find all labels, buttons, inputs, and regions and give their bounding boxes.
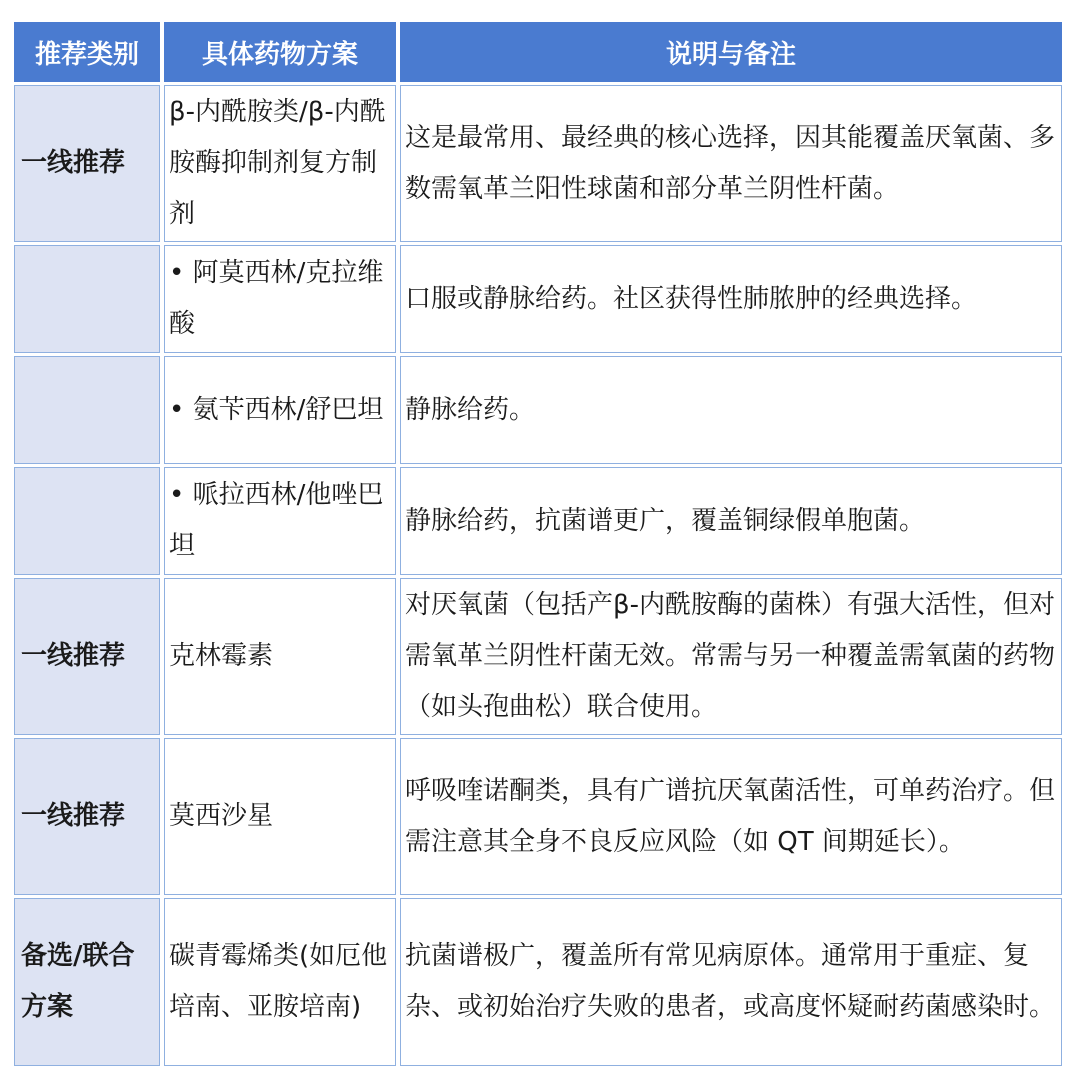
header-drug: 具体药物方案 [164,22,396,82]
row-drug: 莫西沙星 [164,738,396,895]
row-drug: • 氨苄西林/舒巴坦 [164,356,396,464]
row-drug: β-内酰胺类/β-内酰胺酶抑制剂复方制剂 [164,85,396,242]
row-drug: • 哌拉西林/他唑巴坦 [164,467,396,575]
row-note: 静脉给药，抗菌谱更广，覆盖铜绿假单胞菌。 [400,467,1062,575]
row-note: 呼吸喹诺酮类，具有广谱抗厌氧菌活性，可单药治疗。但需注意其全身不良反应风险（如 QT 间期延长）。 [400,738,1062,895]
row-note: 静脉给药。 [400,356,1062,464]
row-category: 一线推荐 [14,578,160,735]
header-category: 推荐类别 [14,22,160,82]
row-drug: 碳青霉烯类(如厄他培南、亚胺培南) [164,898,396,1066]
row-drug: • 阿莫西林/克拉维酸 [164,245,396,353]
row-note: 口服或静脉给药。社区获得性肺脓肿的经典选择。 [400,245,1062,353]
drug-recommendation-table [14,22,1054,1045]
row-category [14,467,160,575]
row-note: 抗菌谱极广，覆盖所有常见病原体。通常用于重症、复杂、或初始治疗失败的患者，或高度怀疑耐药菌感染时。 [400,898,1062,1066]
row-note: 这是最常用、最经典的核心选择，因其能覆盖厌氧菌、多数需氧革兰阳性球菌和部分革兰阴性杆菌。 [400,85,1062,242]
row-drug: 克林霉素 [164,578,396,735]
row-category [14,245,160,353]
header-note: 说明与备注 [400,22,1062,82]
row-note: 对厌氧菌（包括产β-内酰胺酶的菌株）有强大活性，但对需氧革兰阴性杆菌无效。常需与另一种覆盖需氧菌的药物（如头孢曲松）联合使用。 [400,578,1062,735]
row-category [14,356,160,464]
row-category: 一线推荐 [14,738,160,895]
row-category: 备选/联合方案 [14,898,160,1066]
row-category: 一线推荐 [14,85,160,242]
